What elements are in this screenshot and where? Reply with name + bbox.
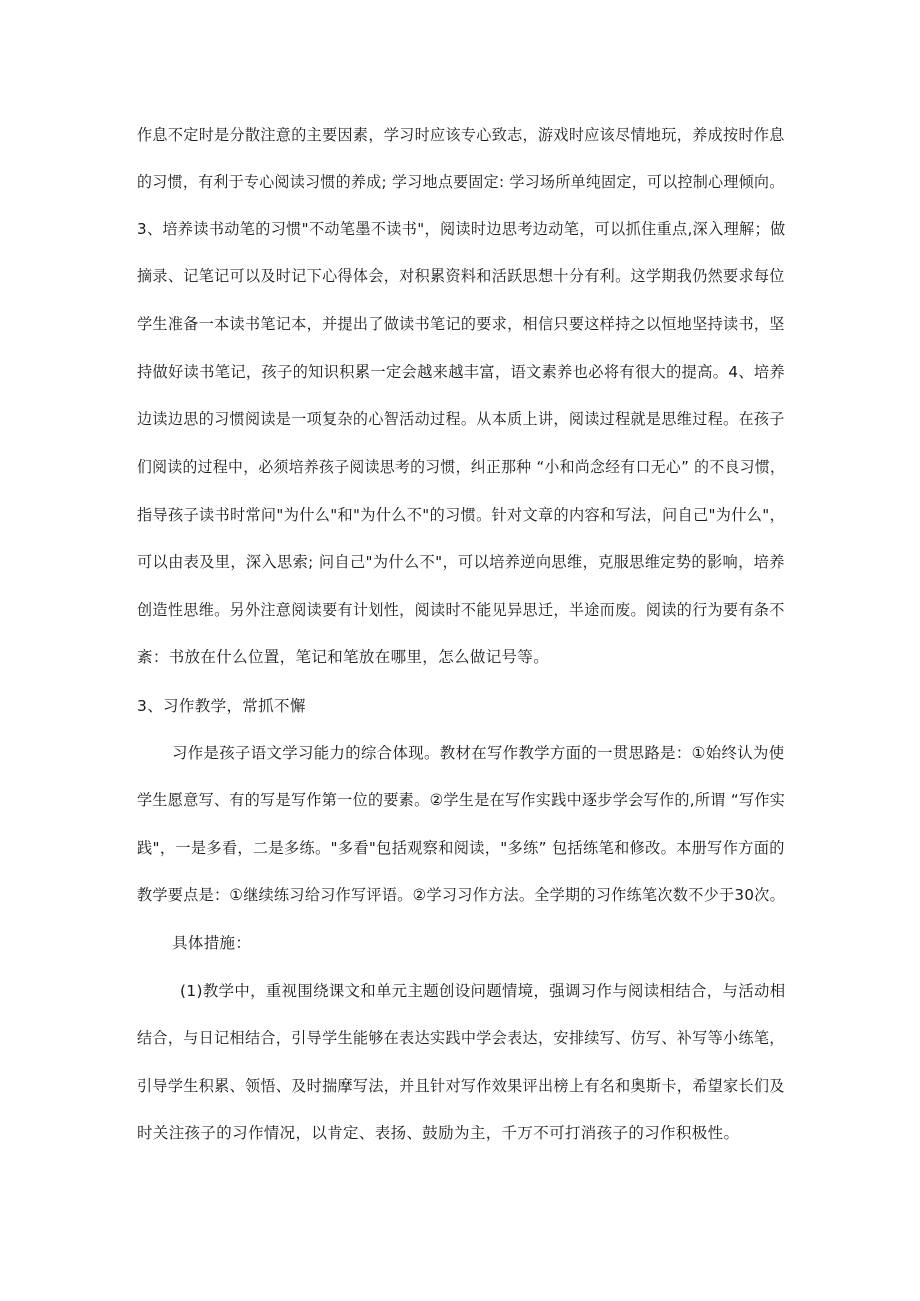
text-line-14: 习作是孩子语文学习能力的综合体现。教材在写作教学方面的一贯思路是：①始终认为使 <box>172 744 785 762</box>
text-line-20: 结合，与日记相结合，引导学生能够在表达实践中学会表达，安排续写、仿写、补写等小练笔， <box>137 1029 785 1047</box>
measures-label: 具体措施： <box>172 934 252 952</box>
text-line-16: 践"，一是多看，二是多练。"多看"包括观察和阅读，"多练” 包括练笔和修改。本册写作方面的 <box>137 839 785 857</box>
text-line-5: 学生准备一本读书笔记本，并提出了做读书笔记的要求，相信只要这样持之以恒地坚持读书，坚 <box>137 315 785 333</box>
text-line-12: 紊：书放在什么位置，笔记和笔放在哪里，怎么做记号等。 <box>137 648 550 666</box>
text-line-2: 的习惯，有利于专心阅读习惯的养成; 学习地点要固定: 学习场所单纯固定，可以控制心理倾向。 <box>137 173 785 191</box>
text-line-21: 引导学生积累、领悟、及时揣摩写法，并且针对写作效果评出榜上有名和奥斯卡，希望家长们及 <box>137 1077 785 1095</box>
text-line-3: 3、培养读书动笔的习惯"不动笔墨不读书"，阅读时边思考边动笔，可以抓住重点,深入理解；做 <box>137 220 786 238</box>
text-line-11: 创造性思维。另外注意阅读要有计划性，阅读时不能见异思迁，半途而废。阅读的行为要有条不 <box>137 601 785 619</box>
text-line-8: 们阅读的过程中，必须培养孩子阅读思考的习惯，纠正那种 “小和尚念经有口无心” 的不良习惯， <box>137 458 786 476</box>
text-line-10: 可以由表及里，深入思索; 问自己"为什么不"，可以培养逆向思维，克服思维定势的影响，培养 <box>137 553 785 571</box>
text-line-15: 学生愿意写、有的写是写作第一位的要素。②学生是在写作实践中逐步学会写作的,所谓 “写作实 <box>137 791 786 809</box>
text-line-1: 作息不定时是分散注意的主要因素，学习时应该专心致志，游戏时应该尽情地玩，养成按时作息 <box>137 126 785 144</box>
text-line-22: 时关注孩子的习作情况，以肯定、表扬、鼓励为主，千万不可打消孩子的习作积极性。 <box>137 1124 740 1142</box>
text-line-17: 教学要点是：①继续练习给习作写评语。②学习习作方法。全学期的习作练笔次数不少于30次。 <box>137 886 786 904</box>
text-line-7: 边读边思的习惯阅读是一项复杂的心智活动过程。从本质上讲，阅读过程就是思维过程。在孩子 <box>137 410 785 428</box>
text-line-9: 指导孩子读书时常问"为什么"和"为什么不"的习惯。针对文章的内容和写法，问自己"为什么"， <box>137 506 786 524</box>
section-heading: 3、习作教学，常抓不懈 <box>137 697 306 715</box>
text-line-4: 摘录、记笔记可以及时记下心得体会，对积累资料和活跃思想十分有利。这学期我仍然要求每位 <box>137 267 785 285</box>
text-line-6: 持做好读书笔记，孩子的知识积累一定会越来越丰富，语文素养也必将有很大的提高。4、培养 <box>137 363 786 381</box>
text-line-19: (1)教学中，重视围绕课文和单元主题创设问题情境，强调习作与阅读相结合，与活动相 <box>180 982 786 1000</box>
